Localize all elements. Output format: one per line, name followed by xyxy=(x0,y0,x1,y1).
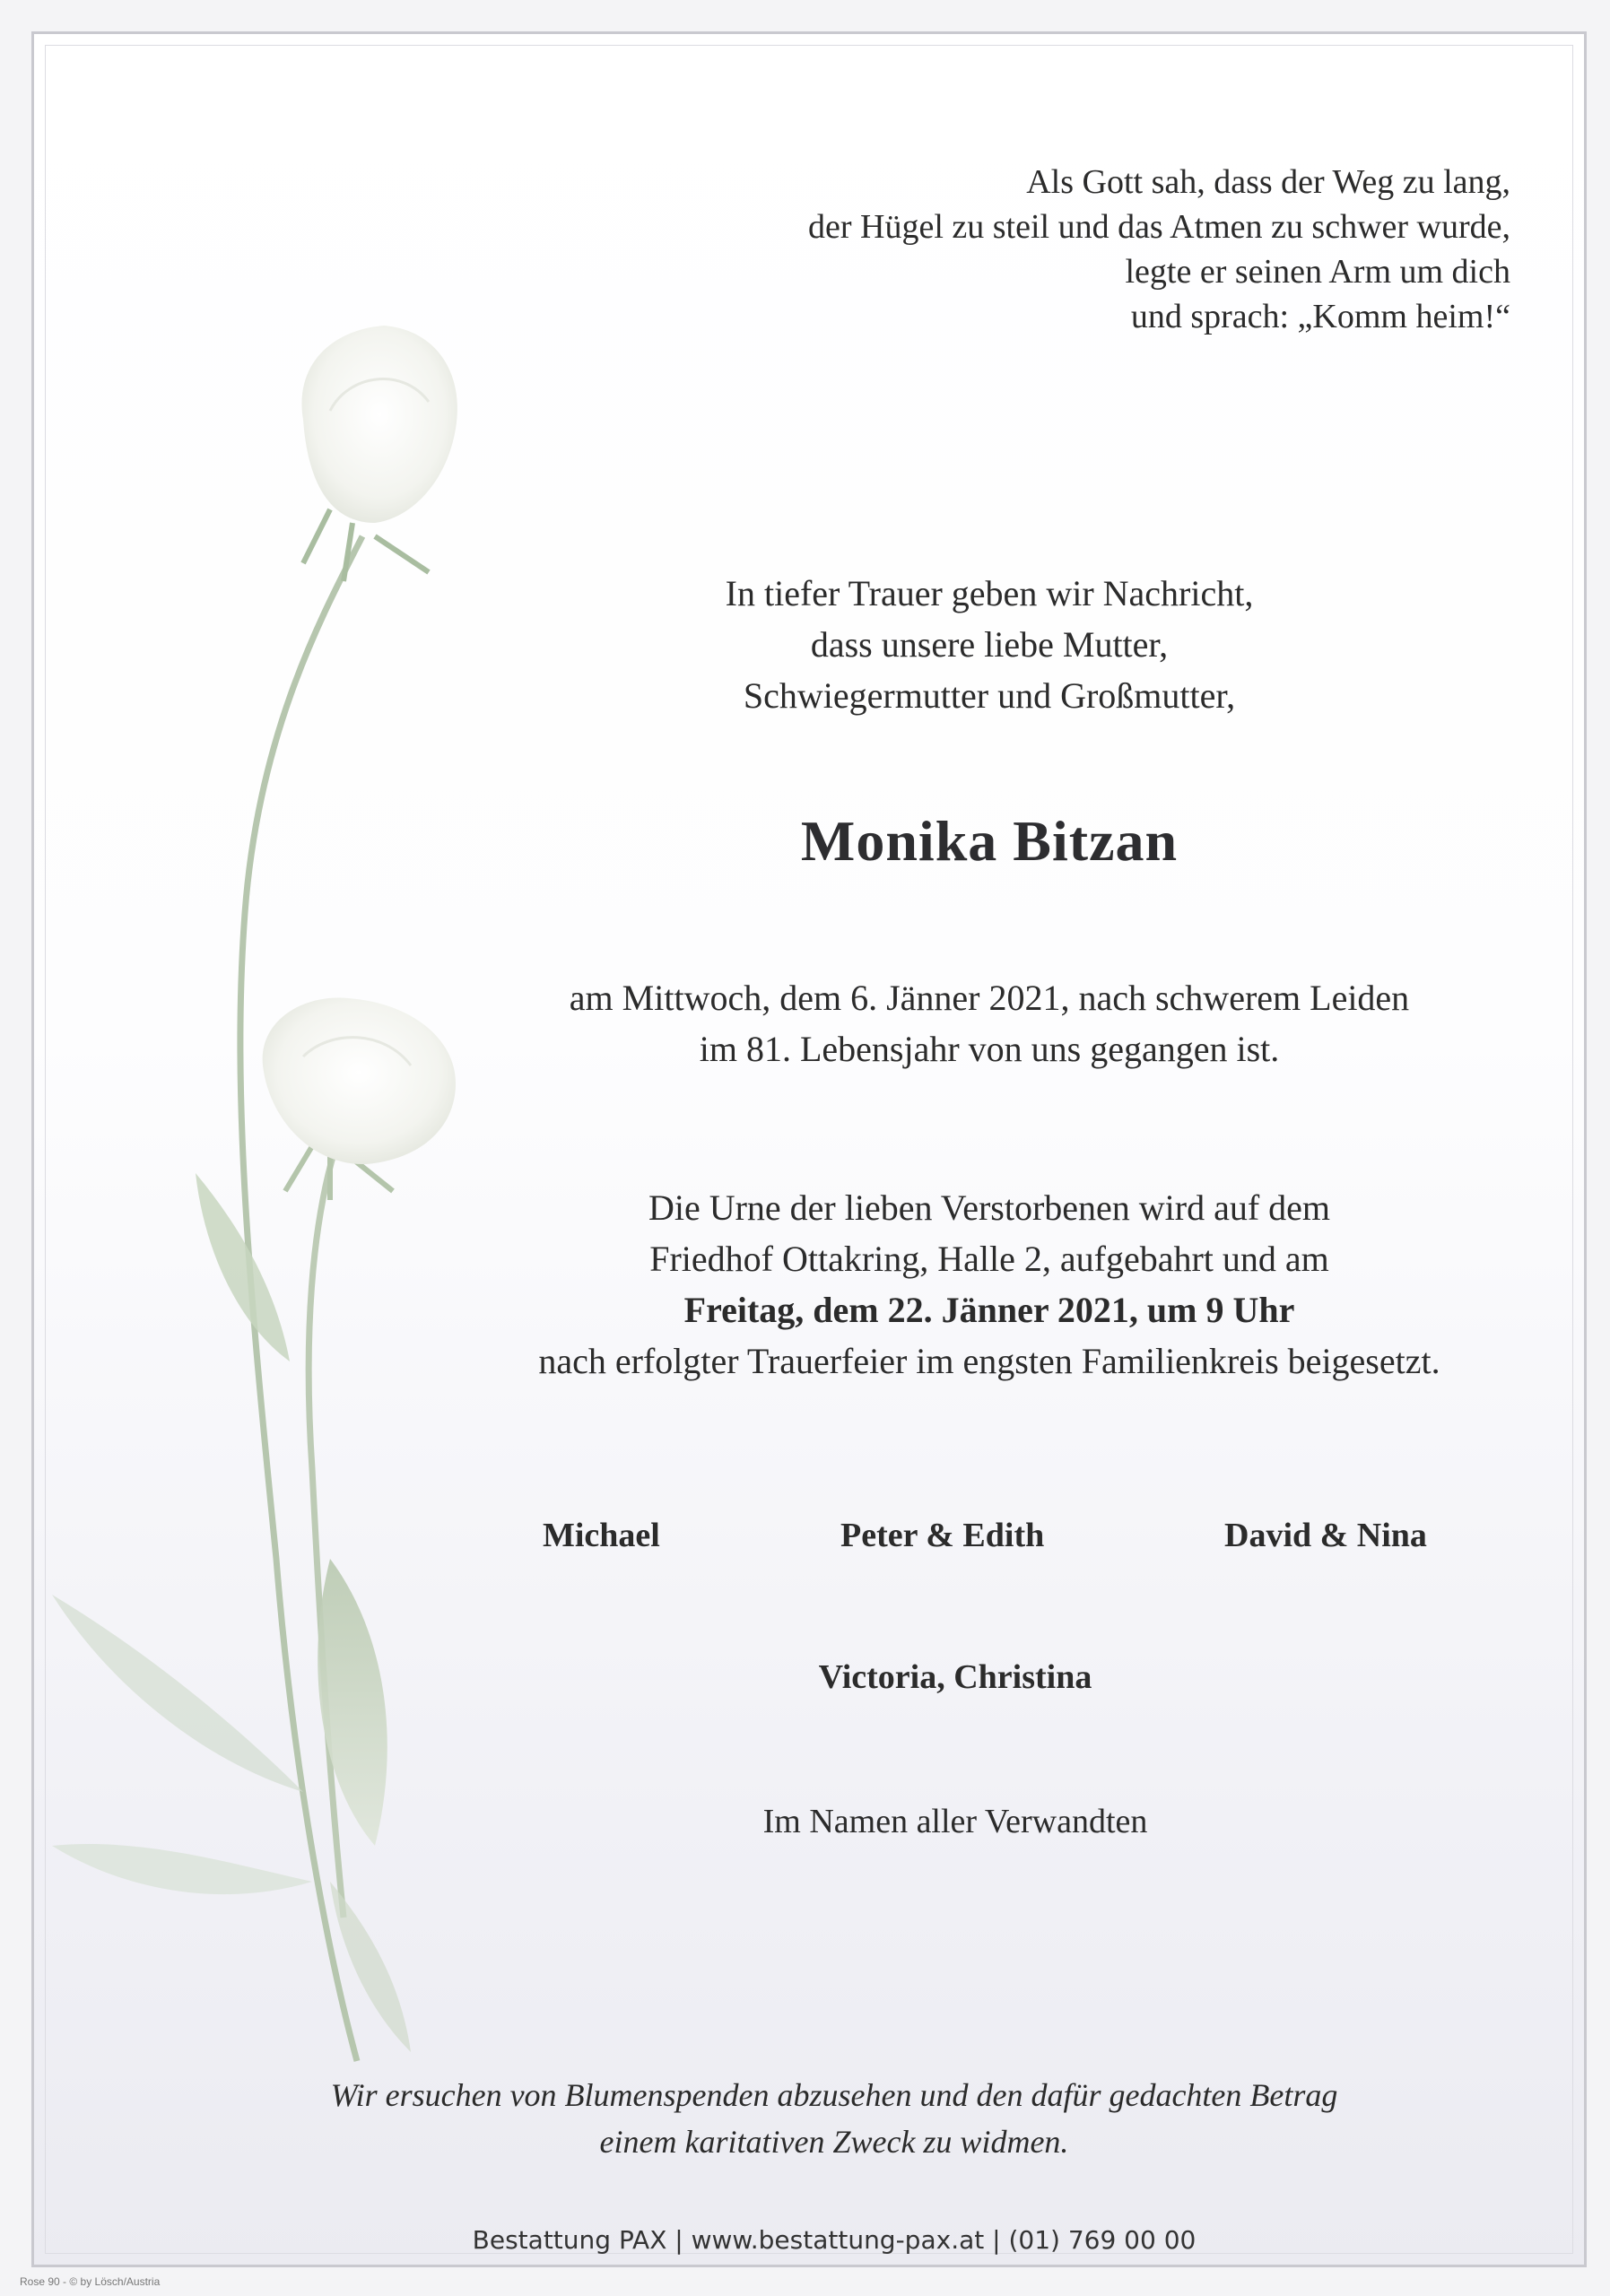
obituary-card xyxy=(31,31,1587,2267)
burial-line: Die Urne der lieben Verstorbenen wird auf dem xyxy=(648,1187,1331,1228)
relatives-line: Im Namen aller Verwandten xyxy=(762,1803,1148,1840)
death-line: im 81. Lebensjahr von uns gegangen ist. xyxy=(699,1029,1280,1069)
burial-line: Friedhof Ottakring, Halle 2, aufgebahrt und am xyxy=(649,1239,1329,1279)
poem xyxy=(703,160,1510,339)
intro-line: dass unsere liebe Mutter, xyxy=(810,624,1169,665)
mourner-name: Michael xyxy=(543,1517,660,1554)
burial-notice xyxy=(375,1182,1604,1387)
mourner-name: Peter & Edith xyxy=(840,1517,1045,1554)
leaf-3 xyxy=(52,1595,303,1792)
deceased-name: Monika Bitzan xyxy=(800,809,1179,873)
death-line: am Mittwoch, dem 6. Jänner 2021, nach schwerem Leiden xyxy=(569,978,1410,1018)
funeral-home-footer: Bestattung PAX | www.bestattung-pax.at | (01) 769 00 00 xyxy=(472,2225,1197,2255)
poem-line: der Hügel zu steil und das Atmen zu schwer wurde, xyxy=(807,208,1510,246)
request-line: einem karitativen Zweck zu widmen. xyxy=(599,2124,1069,2160)
leaf-4 xyxy=(52,1844,312,1894)
flower-request xyxy=(206,2072,1462,2165)
burial-line: nach erfolgter Trauerfeier im engsten Familienkreis beigesetzt. xyxy=(538,1341,1440,1381)
poem-line: Als Gott sah, dass der Weg zu lang, xyxy=(1026,163,1510,201)
grandchildren: Victoria, Christina xyxy=(818,1658,1092,1696)
intro-line: Schwiegermutter und Großmutter, xyxy=(743,675,1236,716)
mourners-row xyxy=(0,1516,1610,1570)
rose-top xyxy=(301,326,457,581)
mourner-name: David & Nina xyxy=(1224,1517,1427,1554)
death-notice xyxy=(375,972,1604,1074)
poem-line: legte er seinen Arm um dich xyxy=(1125,253,1510,291)
burial-date: Freitag, dem 22. Jänner 2021, um 9 Uhr xyxy=(683,1290,1295,1330)
leaf-5 xyxy=(330,1882,411,2052)
poem-line: und sprach: „Komm heim!“ xyxy=(1130,298,1510,335)
design-imprint: Rose 90 - © by Lösch/Austria xyxy=(20,2275,161,2288)
white-rose-illustration xyxy=(34,34,536,2265)
request-line: Wir ersuchen von Blumenspenden abzusehen und den dafür gedachten Betrag xyxy=(330,2077,1338,2113)
intro-text xyxy=(375,568,1604,721)
intro-line: In tiefer Trauer geben wir Nachricht, xyxy=(725,573,1254,613)
